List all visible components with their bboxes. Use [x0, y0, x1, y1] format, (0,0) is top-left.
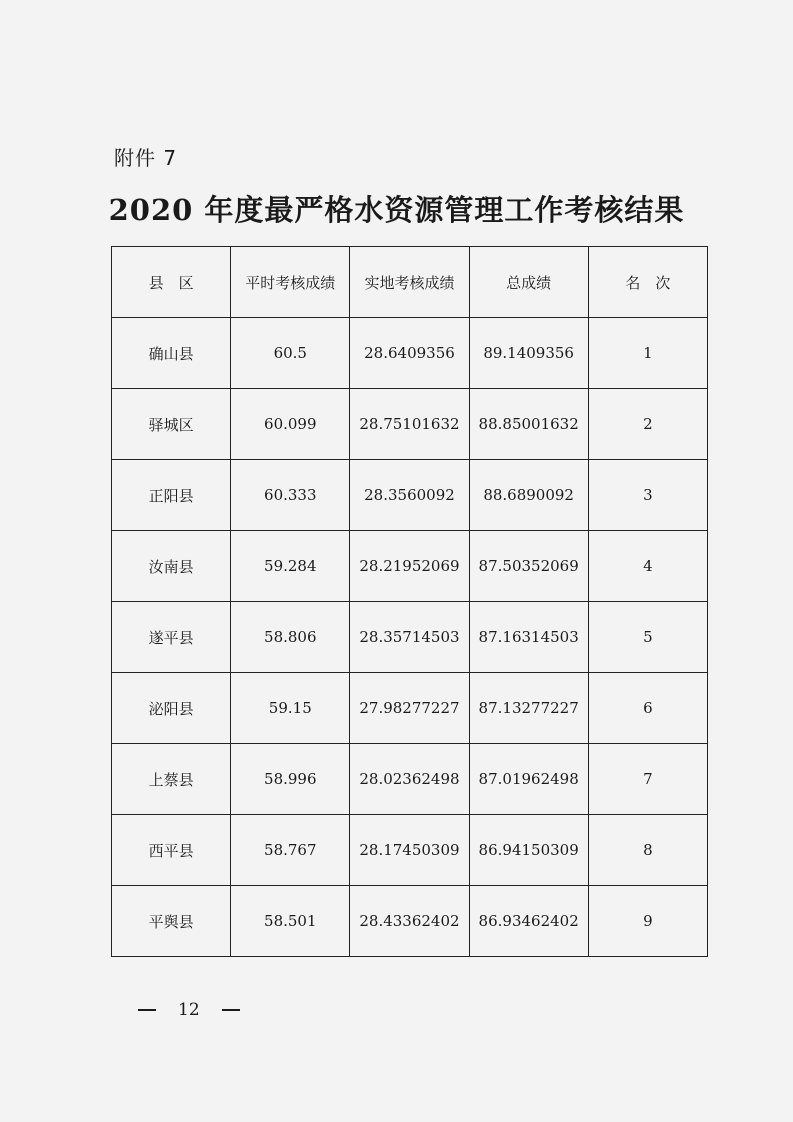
cell-routine-score: 60.333: [231, 460, 350, 531]
cell-field-score: 28.02362498: [350, 744, 469, 815]
cell-county: 驿城区: [112, 389, 231, 460]
cell-total-score: 88.6890092: [469, 460, 588, 531]
cell-county: 正阳县: [112, 460, 231, 531]
cell-county: 平舆县: [112, 886, 231, 957]
cell-rank: 2: [588, 389, 707, 460]
cell-total-score: 87.16314503: [469, 602, 588, 673]
cell-rank: 1: [588, 318, 707, 389]
table-row: [112, 815, 708, 886]
cell-rank: 9: [588, 886, 707, 957]
cell-field-score: 28.43362402: [350, 886, 469, 957]
page-dash-left: [138, 1009, 156, 1011]
cell-rank: 7: [588, 744, 707, 815]
header-rank: 名 次: [588, 247, 707, 318]
cell-rank: 3: [588, 460, 707, 531]
table-header-row: [112, 247, 708, 318]
cell-field-score: 28.75101632: [350, 389, 469, 460]
cell-rank: 5: [588, 602, 707, 673]
cell-routine-score: 60.099: [231, 389, 350, 460]
cell-rank: 8: [588, 815, 707, 886]
cell-field-score: 28.17450309: [350, 815, 469, 886]
cell-field-score: 28.21952069: [350, 531, 469, 602]
cell-county: 泌阳县: [112, 673, 231, 744]
cell-routine-score: 58.996: [231, 744, 350, 815]
cell-total-score: 88.85001632: [469, 389, 588, 460]
cell-county: 西平县: [112, 815, 231, 886]
table-row: [112, 744, 708, 815]
cell-routine-score: 60.5: [231, 318, 350, 389]
cell-field-score: 28.3560092: [350, 460, 469, 531]
cell-routine-score: 59.284: [231, 531, 350, 602]
header-field-score: 实地考核成绩: [350, 247, 469, 318]
cell-rank: 6: [588, 673, 707, 744]
header-county: 县 区: [112, 247, 231, 318]
cell-routine-score: 58.501: [231, 886, 350, 957]
header-routine-score: 平时考核成绩: [231, 247, 350, 318]
cell-routine-score: 58.767: [231, 815, 350, 886]
cell-county: 上蔡县: [112, 744, 231, 815]
cell-rank: 4: [588, 531, 707, 602]
cell-routine-score: 58.806: [231, 602, 350, 673]
table-row: [112, 318, 708, 389]
results-table: [111, 246, 708, 957]
cell-field-score: 27.98277227: [350, 673, 469, 744]
table-row: [112, 886, 708, 957]
cell-county: 汝南县: [112, 531, 231, 602]
cell-county: 确山县: [112, 318, 231, 389]
table-row: [112, 673, 708, 744]
page-number: [138, 1000, 240, 1020]
cell-total-score: 89.1409356: [469, 318, 588, 389]
cell-county: 遂平县: [112, 602, 231, 673]
table-row: [112, 531, 708, 602]
page-number-value: 12: [178, 1000, 200, 1020]
table-row: [112, 602, 708, 673]
table-row: [112, 389, 708, 460]
cell-routine-score: 59.15: [231, 673, 350, 744]
cell-total-score: 87.13277227: [469, 673, 588, 744]
table-row: [112, 460, 708, 531]
cell-total-score: 87.50352069: [469, 531, 588, 602]
cell-field-score: 28.35714503: [350, 602, 469, 673]
attachment-label: 附件 7: [114, 146, 178, 170]
cell-total-score: 87.01962498: [469, 744, 588, 815]
cell-field-score: 28.6409356: [350, 318, 469, 389]
page-dash-right: [222, 1009, 240, 1011]
cell-total-score: 86.93462402: [469, 886, 588, 957]
cell-total-score: 86.94150309: [469, 815, 588, 886]
header-total-score: 总成绩: [469, 247, 588, 318]
document-title: 2020 年度最严格水资源管理工作考核结果: [108, 193, 685, 227]
